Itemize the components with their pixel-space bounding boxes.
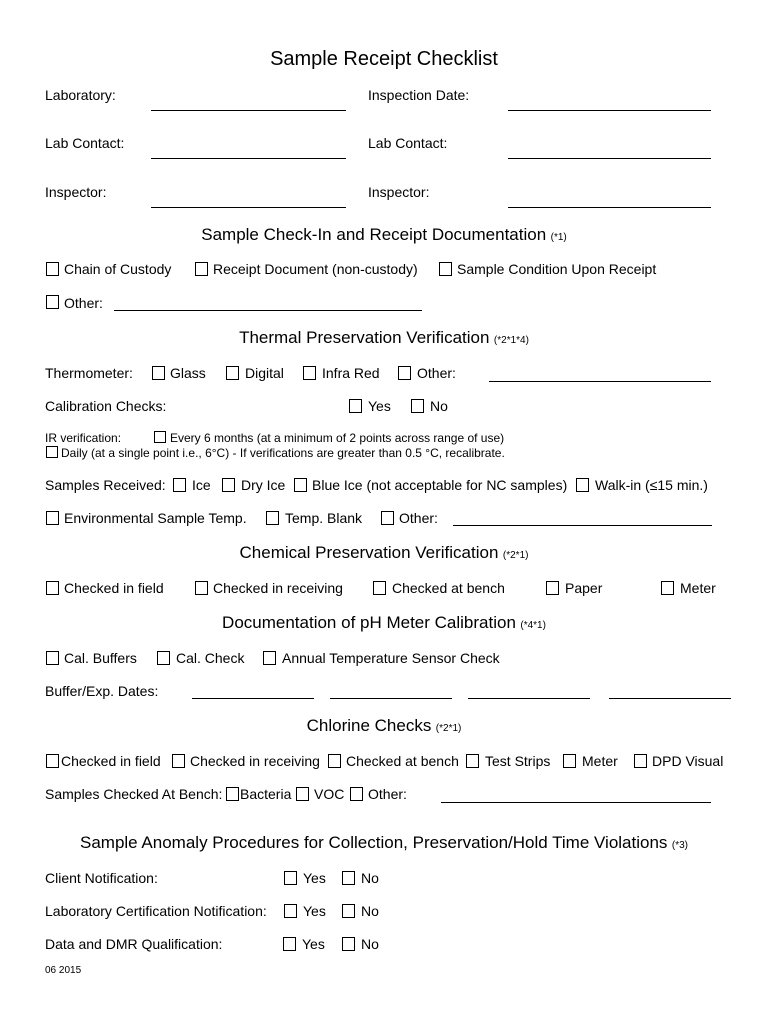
env-sample-temp-checkbox[interactable]	[46, 511, 59, 525]
dry-ice-label: Dry Ice	[241, 477, 286, 493]
inspector-field[interactable]	[151, 207, 346, 208]
received-other-label: Other:	[399, 510, 438, 526]
ice-label: Ice	[192, 477, 211, 493]
chain-of-custody-checkbox[interactable]	[46, 262, 59, 276]
cert-notification-label: Laboratory Certification Notification:	[45, 903, 267, 919]
cal-check-label: Cal. Check	[176, 650, 245, 666]
ir-verification-label: IR verification:	[45, 431, 122, 445]
dmr-no-checkbox[interactable]	[342, 937, 355, 951]
chemical-paper-checkbox[interactable]	[546, 581, 559, 595]
checkin-note: (*1)	[550, 232, 567, 243]
bacteria-label: Bacteria	[240, 786, 292, 802]
chlorine-note: (*2*1)	[435, 723, 462, 734]
chlorine-field-label: Checked in field	[61, 753, 161, 769]
chlorine-meter-label: Meter	[582, 753, 618, 769]
checkin-other-label: Other:	[64, 295, 103, 311]
cal-buffers-label: Cal. Buffers	[64, 650, 137, 666]
buffer-dates-label: Buffer/Exp. Dates:	[45, 683, 159, 699]
chemical-receiving-label: Checked in receiving	[213, 580, 343, 596]
bench-other-field[interactable]	[441, 802, 711, 803]
thermal-note: (*2*1*4)	[493, 335, 529, 346]
laboratory-field[interactable]	[151, 110, 346, 111]
sample-condition-checkbox[interactable]	[439, 262, 452, 276]
chemical-field-checkbox[interactable]	[46, 581, 59, 595]
daily-checkbox[interactable]	[46, 446, 58, 458]
calibration-no-checkbox[interactable]	[411, 399, 424, 413]
chemical-receiving-checkbox[interactable]	[195, 581, 208, 595]
chlorine-receiving-label: Checked in receiving	[190, 753, 320, 769]
dmr-yes-label: Yes	[302, 936, 325, 952]
chemical-title: Chemical Preservation Verification	[239, 543, 499, 562]
chlorine-bench-label: Checked at bench	[346, 753, 459, 769]
checkin-heading	[0, 226, 768, 244]
thermometer-other-field[interactable]	[489, 381, 711, 382]
env-sample-temp-label: Environmental Sample Temp.	[64, 510, 247, 526]
thermal-title: Thermal Preservation Verification	[239, 328, 490, 347]
voc-label: VOC	[314, 786, 345, 802]
inspector-label: Inspector:	[45, 184, 107, 200]
calibration-no-label: No	[430, 398, 448, 414]
dpd-visual-label: DPD Visual	[652, 753, 724, 769]
ph-heading	[0, 614, 768, 632]
chemical-meter-checkbox[interactable]	[661, 581, 674, 595]
chlorine-title: Chlorine Checks	[306, 716, 432, 735]
test-strips-checkbox[interactable]	[466, 754, 479, 768]
chemical-meter-label: Meter	[680, 580, 716, 596]
page-title: Sample Receipt Checklist	[270, 48, 498, 70]
chlorine-receiving-checkbox[interactable]	[172, 754, 185, 768]
lab-contact-label: Lab Contact:	[45, 135, 125, 151]
buffer-date-field-3[interactable]	[468, 698, 590, 699]
client-no-checkbox[interactable]	[342, 871, 355, 885]
buffer-date-field-4[interactable]	[609, 698, 731, 699]
blue-ice-checkbox[interactable]	[294, 478, 307, 492]
thermal-heading	[0, 329, 768, 347]
temp-blank-label: Temp. Blank	[285, 510, 363, 526]
dmr-yes-checkbox[interactable]	[283, 937, 296, 951]
cal-buffers-checkbox[interactable]	[46, 651, 59, 665]
inspection-date-label: Inspection Date:	[368, 87, 470, 103]
laboratory-label: Laboratory:	[45, 87, 116, 103]
chemical-bench-label: Checked at bench	[392, 580, 505, 596]
glass-checkbox[interactable]	[152, 366, 165, 380]
anomaly-heading	[0, 834, 768, 852]
lab-contact-label-2: Lab Contact:	[368, 135, 448, 151]
thermometer-label: Thermometer:	[45, 365, 133, 381]
digital-checkbox[interactable]	[226, 366, 239, 380]
chemical-paper-label: Paper	[565, 580, 603, 596]
annual-sensor-checkbox[interactable]	[263, 651, 276, 665]
footer-date: 06 2015	[45, 965, 82, 976]
lab-contact-field[interactable]	[151, 158, 346, 159]
chemical-heading	[0, 544, 768, 562]
voc-checkbox[interactable]	[296, 787, 309, 801]
lab-contact-field-2[interactable]	[508, 158, 711, 159]
chlorine-bench-checkbox[interactable]	[328, 754, 341, 768]
glass-label: Glass	[170, 365, 206, 381]
dry-ice-checkbox[interactable]	[222, 478, 235, 492]
digital-label: Digital	[245, 365, 284, 381]
received-other-checkbox[interactable]	[381, 511, 394, 525]
cert-no-label: No	[361, 903, 379, 919]
ph-title: Documentation of pH Meter Calibration	[222, 613, 516, 632]
inspector-field-2[interactable]	[508, 207, 711, 208]
thermometer-other-checkbox[interactable]	[398, 366, 411, 380]
client-yes-checkbox[interactable]	[284, 871, 297, 885]
inspection-date-field[interactable]	[508, 110, 711, 111]
checkin-title: Sample Check-In and Receipt Documentation	[201, 225, 547, 244]
calibration-yes-label: Yes	[368, 398, 391, 414]
buffer-date-field-2[interactable]	[330, 698, 452, 699]
checked-at-bench-label: Samples Checked At Bench:	[45, 786, 223, 802]
infrared-label: Infra Red	[322, 365, 380, 381]
client-notification-label: Client Notification:	[45, 870, 158, 886]
sample-condition-label: Sample Condition Upon Receipt	[457, 261, 657, 277]
client-yes-label: Yes	[303, 870, 326, 886]
blue-ice-label: Blue Ice (not acceptable for NC samples)	[312, 477, 568, 493]
dmr-no-label: No	[361, 936, 379, 952]
checkin-other-field[interactable]	[114, 310, 422, 311]
daily-label: Daily (at a single point i.e., 6°C) - If verifications are greater than 0.5 °C, recalibrate.	[61, 446, 505, 460]
bench-other-label: Other:	[368, 786, 407, 802]
calibration-checks-label: Calibration Checks:	[45, 398, 167, 414]
chlorine-meter-checkbox[interactable]	[563, 754, 576, 768]
bench-other-checkbox[interactable]	[350, 787, 363, 801]
every-6-months-label: Every 6 months (at a minimum of 2 points across range of use)	[170, 431, 505, 445]
infrared-checkbox[interactable]	[303, 366, 316, 380]
inspector-label-2: Inspector:	[368, 184, 430, 200]
test-strips-label: Test Strips	[485, 753, 551, 769]
bacteria-checkbox[interactable]	[226, 787, 239, 801]
annual-sensor-label: Annual Temperature Sensor Check	[282, 650, 500, 666]
received-other-field[interactable]	[453, 525, 712, 526]
chemical-bench-checkbox[interactable]	[373, 581, 386, 595]
ice-checkbox[interactable]	[173, 478, 186, 492]
receipt-document-checkbox[interactable]	[195, 262, 208, 276]
client-no-label: No	[361, 870, 379, 886]
receipt-document-label: Receipt Document (non-custody)	[213, 261, 418, 277]
chlorine-field-checkbox[interactable]	[46, 754, 59, 768]
ph-note: (*4*1)	[520, 620, 546, 631]
chlorine-heading	[0, 717, 768, 735]
cert-yes-label: Yes	[303, 903, 326, 919]
dpd-visual-checkbox[interactable]	[634, 754, 647, 768]
chain-of-custody-label: Chain of Custody	[64, 261, 172, 277]
temp-blank-checkbox[interactable]	[266, 511, 279, 525]
anomaly-title: Sample Anomaly Procedures for Collection, Preservation/Hold Time Violations	[80, 833, 668, 852]
samples-received-label: Samples Received:	[45, 477, 166, 493]
walk-in-label: Walk-in (≤15 min.)	[595, 477, 708, 493]
cert-yes-checkbox[interactable]	[284, 904, 297, 918]
calibration-yes-checkbox[interactable]	[349, 399, 362, 413]
chemical-field-label: Checked in field	[64, 580, 164, 596]
cert-no-checkbox[interactable]	[342, 904, 355, 918]
checkin-other-checkbox[interactable]	[46, 295, 59, 309]
buffer-date-field-1[interactable]	[192, 698, 314, 699]
walk-in-checkbox[interactable]	[576, 478, 589, 492]
anomaly-note: (*3)	[671, 840, 688, 851]
thermometer-other-label: Other:	[417, 365, 456, 381]
dmr-qualification-label: Data and DMR Qualification:	[45, 936, 223, 952]
every-6-months-checkbox[interactable]	[154, 431, 166, 443]
chemical-note: (*2*1)	[502, 550, 529, 561]
cal-check-checkbox[interactable]	[157, 651, 170, 665]
